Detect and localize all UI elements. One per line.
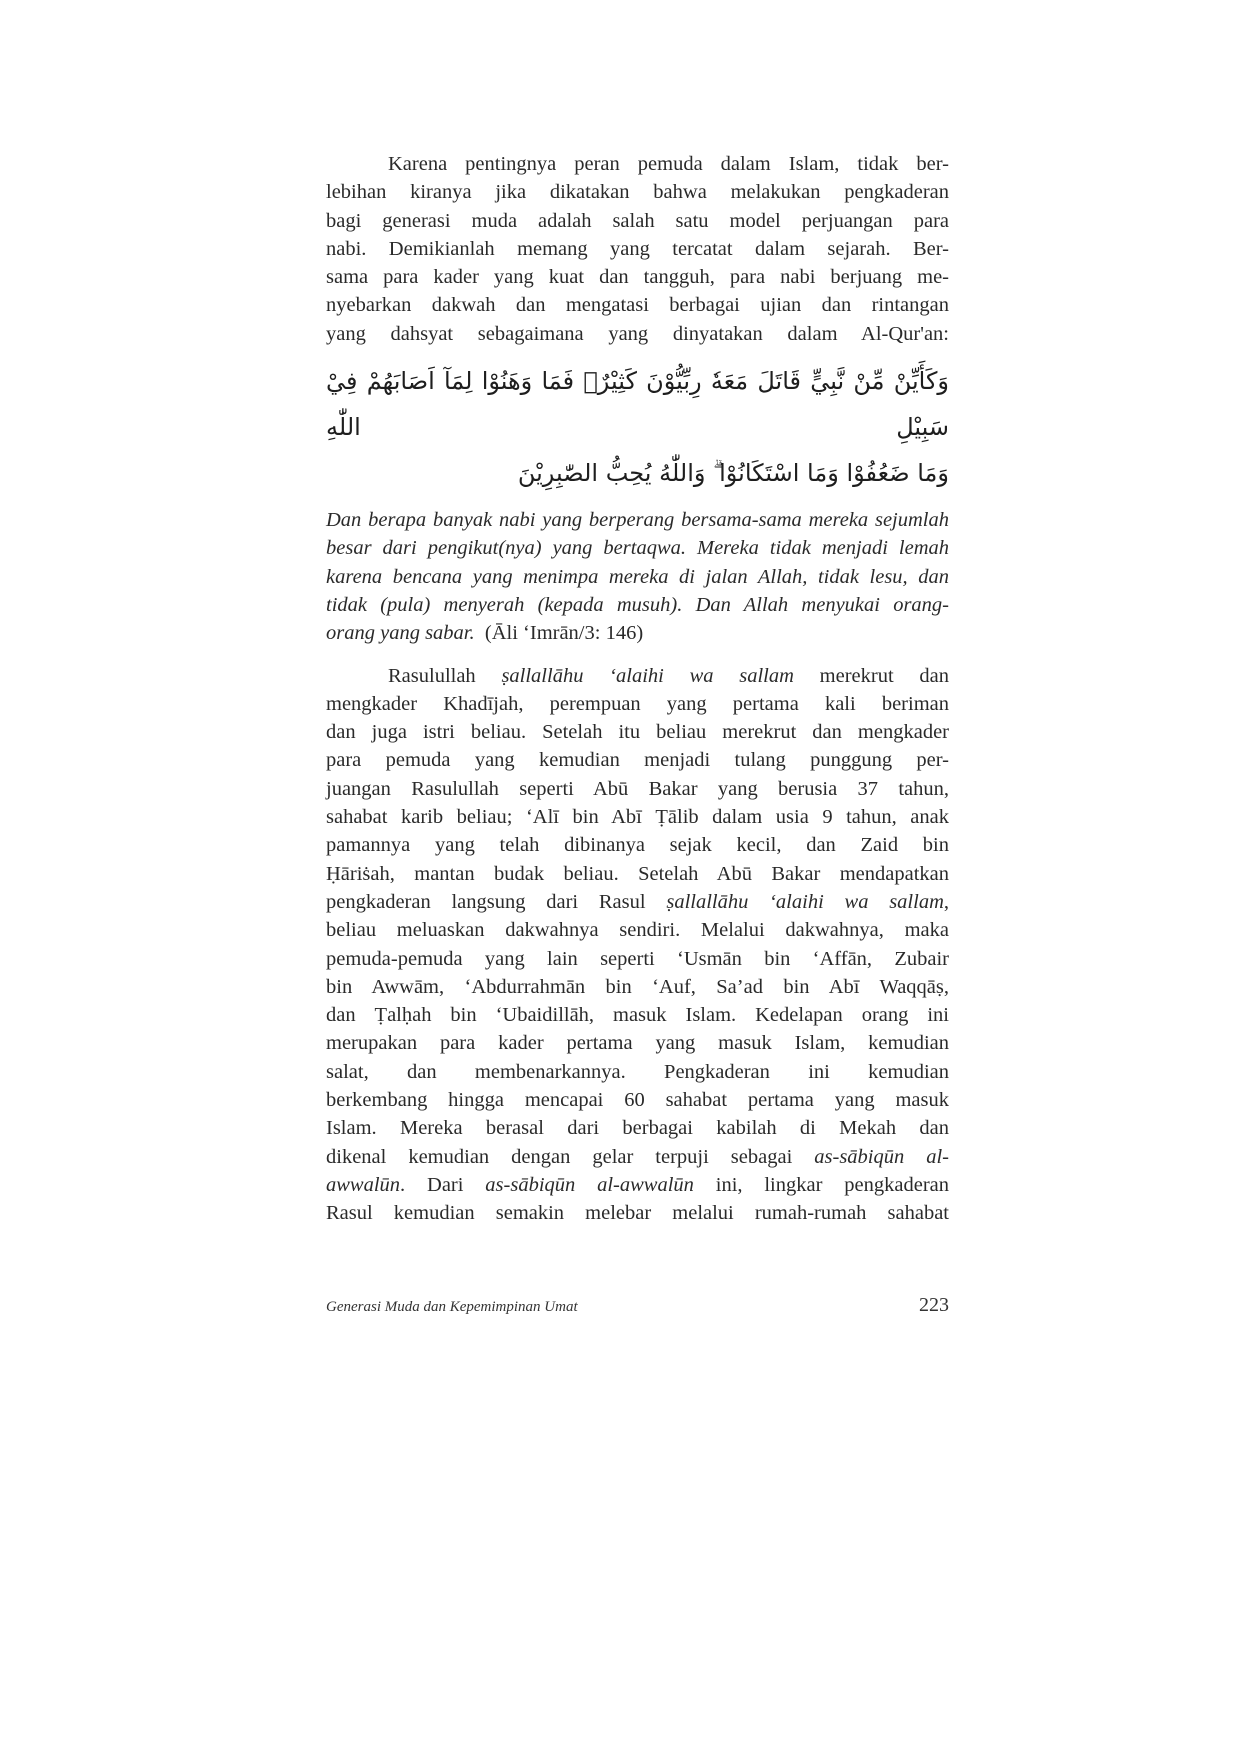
text-line: mengkader Khadījah, perempuan yang pertama kali beriman <box>326 692 949 715</box>
text-line: lebihan kiranya jika dikatakan bahwa melakukan pengkaderan <box>326 181 949 204</box>
italic-text: as-sābiqūn al-awwalūn <box>485 1173 694 1196</box>
text-segment: (Āli ‘Imrān/3: 146) <box>474 622 644 645</box>
verse-translation <box>326 506 949 647</box>
text-line: bagi generasi muda adalah salah satu model perjuangan para <box>326 209 949 232</box>
quran-verse-arabic <box>326 358 949 496</box>
italic-text: karena bencana yang menimpa mereka di jalan Allah, tidak lesu, dan <box>326 565 949 588</box>
text-line: Rasul kemudian semakin melebar melalui rumah-rumah sahabat <box>326 1202 949 1225</box>
text-line: Ḥāriṡah, mantan budak beliau. Setelah Abū Bakar mendapatkan <box>326 862 949 885</box>
text-line: beliau meluaskan dakwahnya sendiri. Melalui dakwahnya, maka <box>326 919 949 942</box>
text-line: juangan Rasulullah seperti Abū Bakar yang berusia 37 tahun, <box>326 777 949 800</box>
text-line: sama para kader yang kuat dan tangguh, para nabi berjuang me- <box>326 266 949 289</box>
paragraph-rasulullah <box>326 662 949 1228</box>
italic-text: orang yang sabar. <box>326 622 475 645</box>
text-line: pamannya yang telah dibinanya sejak kecil, dan Zaid bin <box>326 834 949 857</box>
italic-text: Dan berapa banyak nabi yang berperang bersama-sama mereka sejumlah <box>326 509 949 532</box>
text-segment: ini, lingkar pengkaderan <box>693 1173 949 1196</box>
text-line: salat, dan membenarkannya. Pengkaderan ini kemudian <box>326 1060 949 1083</box>
text-line <box>326 506 949 534</box>
text-line: nabi. Demikianlah memang yang tercatat dalam sejarah. Ber- <box>326 237 949 260</box>
text-segment: . Dari <box>400 1173 486 1196</box>
text-line <box>326 1143 949 1171</box>
text-line: berkembang hingga mencapai 60 sahabat pertama yang masuk <box>326 1089 949 1112</box>
text-line: yang dahsyat sebagaimana yang dinyatakan dalam Al-Qur'an: <box>326 322 949 345</box>
text-segment: dikenal kemudian dengan gelar terpuji sebagai <box>326 1145 815 1168</box>
italic-text: ṣallallāhu ‘alaihi wa sallam <box>501 664 794 687</box>
text-line <box>326 563 949 591</box>
text-line <box>326 591 949 619</box>
text-line: sahabat karib beliau; ‘Alī bin Abī Ṭālib dalam usia 9 tahun, anak <box>326 806 949 829</box>
text-line <box>326 619 949 647</box>
italic-text: awwalūn <box>326 1173 401 1196</box>
text-segment: merekrut dan <box>793 664 950 687</box>
text-line <box>326 888 949 916</box>
text-line <box>326 1171 949 1199</box>
text-line: merupakan para kader pertama yang masuk Islam, kemudian <box>326 1032 949 1055</box>
italic-text: ṣallallāhu ‘alaihi wa sallam <box>666 890 944 913</box>
quran-verse-arabic-line-1: وَكَأَيِّنْ مِّنْ نَّبِيٍّ قَاتَلَ مَعَهٗ رِبِّيُّوْنَ كَثِيْرٌۚ فَمَا وَهَنُوْا لِمَآ اَصَابَهُمْ فِيْ سَبِيْلِ اللّٰهِ <box>326 367 949 442</box>
page-footer <box>326 1294 949 1317</box>
quran-verse-arabic-line-2: وَمَا ضَعُفُوْا وَمَا اسْتَكَانُوْا ۗ وَاللّٰهُ يُحِبُّ الصّٰبِرِيْنَ <box>517 459 949 488</box>
text-line: nyebarkan dakwah dan mengatasi berbagai ujian dan rintangan <box>326 294 949 317</box>
text-segment: , <box>943 890 950 913</box>
text-segment: pengkaderan langsung dari Rasul <box>326 890 667 913</box>
text-line <box>326 534 949 562</box>
page-number: 223 <box>919 1293 949 1316</box>
text-line: dan juga istri beliau. Setelah itu beliau merekrut dan mengkader <box>326 721 949 744</box>
text-line: para pemuda yang kemudian menjadi tulang punggung per- <box>326 749 949 772</box>
italic-text: besar dari pengikut(nya) yang bertaqwa. Mereka tidak menjadi lemah <box>326 537 949 560</box>
text-line: pemuda-pemuda yang lain seperti ‘Usmān bin ‘Affān, Zubair <box>326 947 949 970</box>
italic-text: as-sābiqūn al- <box>814 1145 950 1168</box>
text-line <box>326 662 949 690</box>
text-line: dan Ṭalḥah bin ‘Ubaidillāh, masuk Islam. Kedelapan orang ini <box>326 1004 949 1027</box>
italic-text: tidak (pula) menyerah (kepada musuh). Dan Allah menyukai orang- <box>326 593 949 616</box>
running-footer-title: Generasi Muda dan Kepemimpinan Umat <box>326 1298 578 1315</box>
text-line: Islam. Mereka berasal dari berbagai kabilah di Mekah dan <box>326 1117 949 1140</box>
text-line: bin Awwām, ‘Abdurrahmān bin ‘Auf, Sa’ad bin Abī Waqqāṣ, <box>326 975 949 998</box>
text-line: Karena pentingnya peran pemuda dalam Islam, tidak ber- <box>388 153 949 175</box>
paragraph-intro <box>326 150 949 348</box>
text-segment: Rasulullah <box>388 664 502 687</box>
book-page <box>326 150 949 1317</box>
